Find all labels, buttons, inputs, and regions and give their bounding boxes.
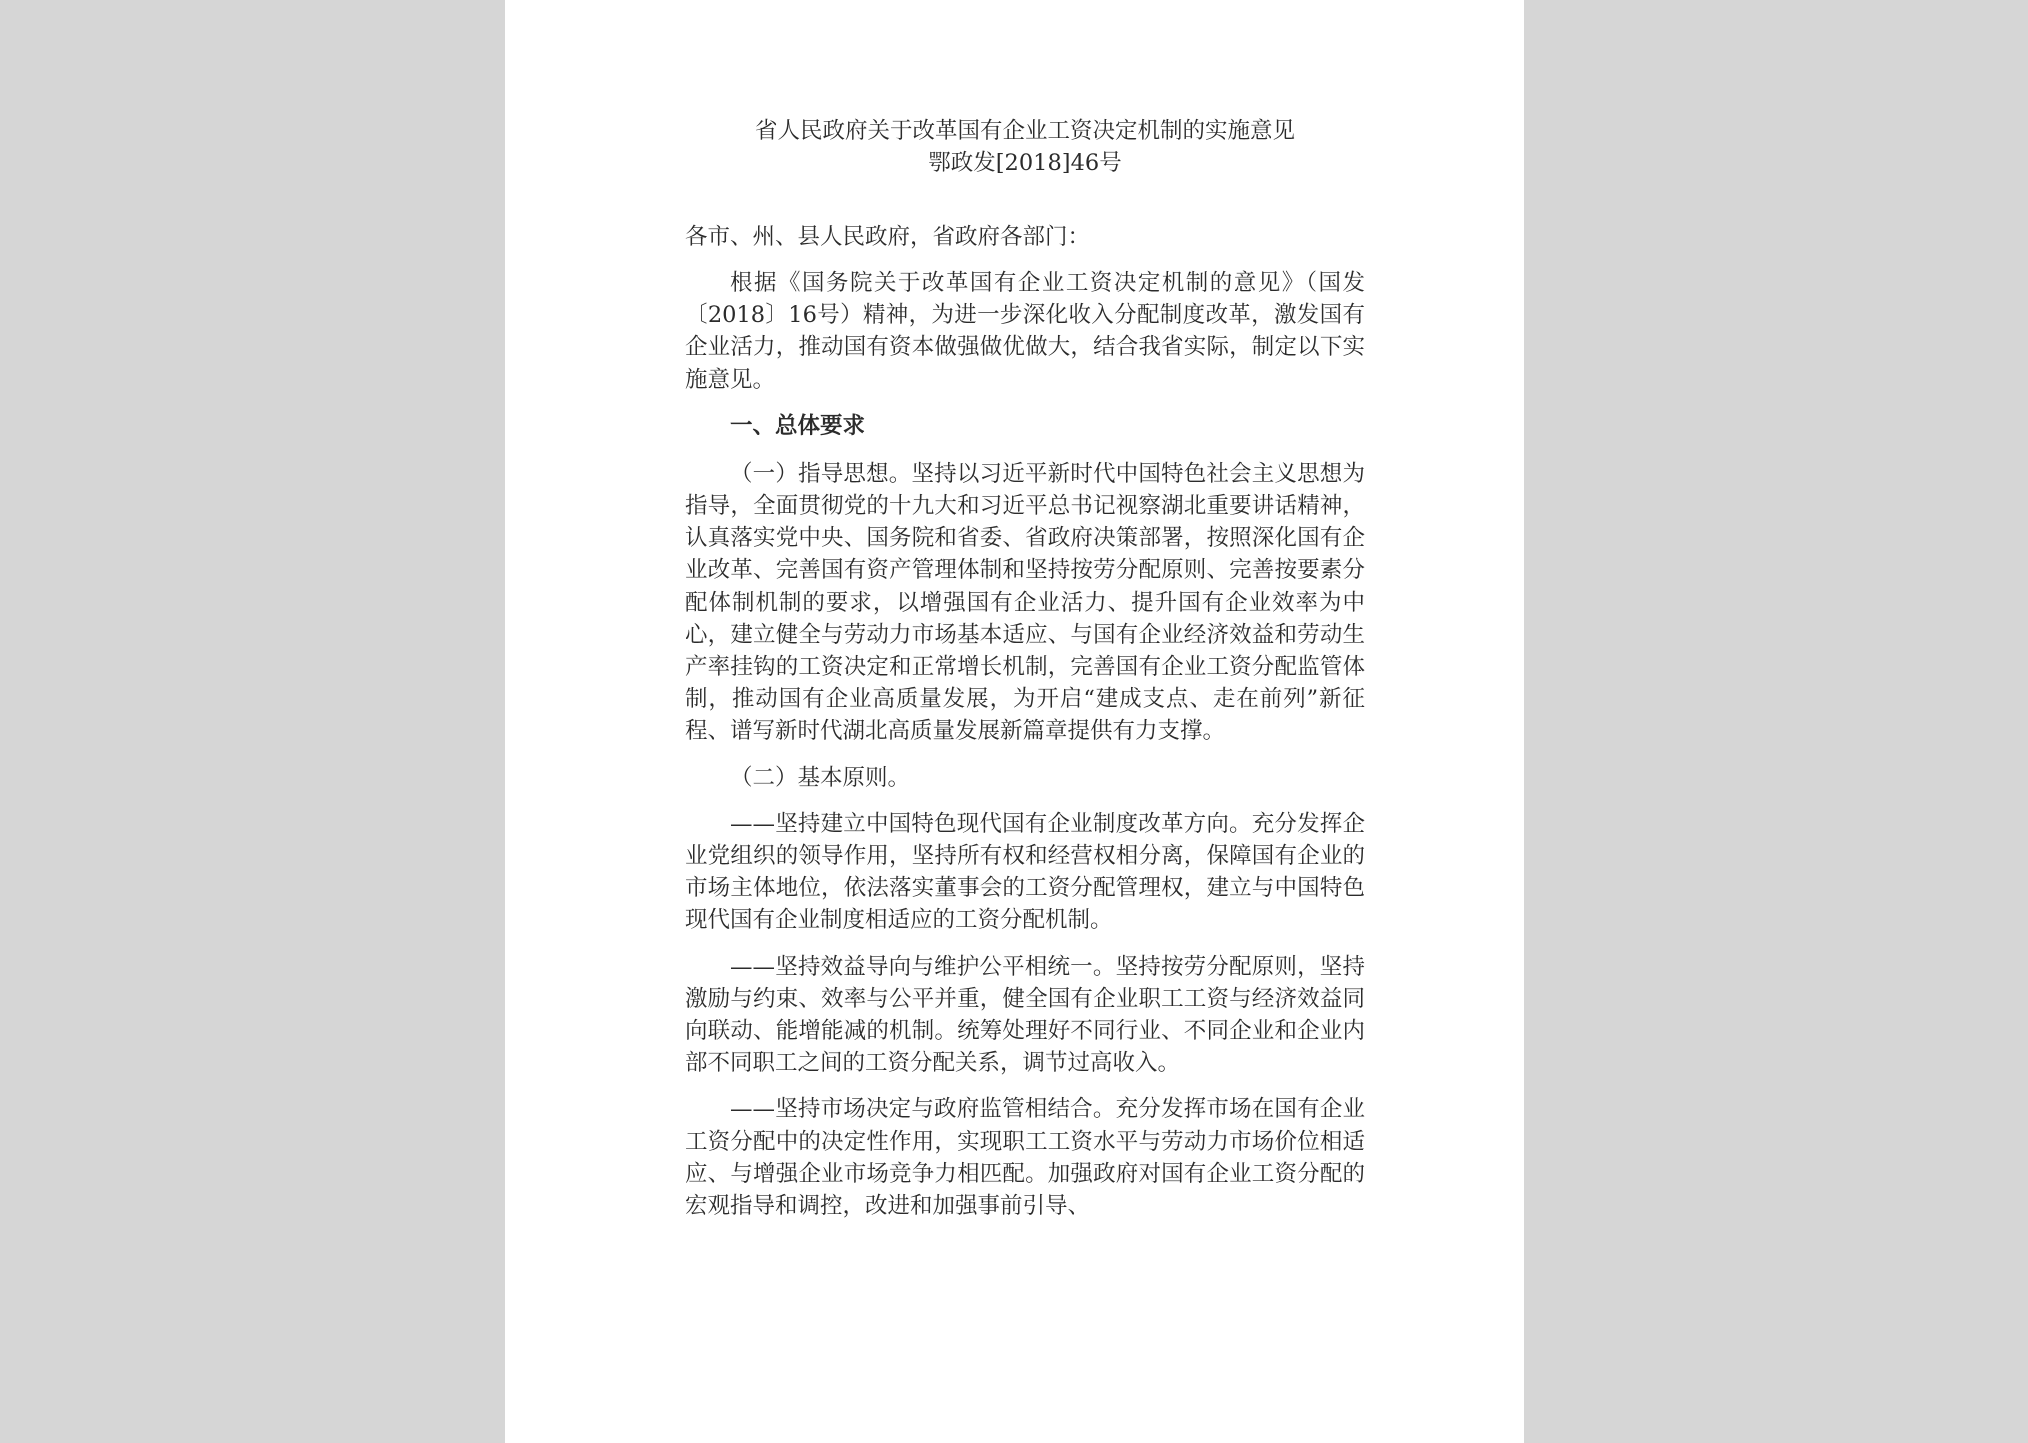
section-heading-general-requirements: 一、总体要求 <box>730 412 866 439</box>
basic-principles-heading: （二）基本原则。 <box>730 764 911 791</box>
principle-paragraph-3: ——坚持市场决定与政府监管相结合。充分发挥市场在国有企业工资分配中的决定性作用，实现职工工资水平与劳动力市场价位相适应、与增强企业市场竞争力相匹配。加强政府对国有企业工资分配的宏观指导和调控，改进和加强事前引导、 <box>685 1096 1365 1220</box>
principle-paragraph-2: ——坚持效益导向与维护公平相统一。坚持按劳分配原则，坚持激励与约束、效率与公平并重，健全国有企业职工工资与经济效益同向联动、能增能减的机制。统筹处理好不同行业、不同企业和企业内部不同职工之间的工资分配关系，调节过高收入。 <box>685 953 1365 1077</box>
document-number: 鄂政发[2018]46号 <box>928 150 1122 176</box>
guiding-thought-paragraph: （一）指导思想。坚持以习近平新时代中国特色社会主义思想为指导，全面贯彻党的十九大和习近平总书记视察湖北重要讲话精神，认真落实党中央、国务院和省委、省政府决策部署，按照深化国有企业改革、完善国有资产管理体制和坚持按劳分配原则、完善按要素分配体制机制的要求，以增强国有企业活力、提升国有企业效率为中心，建立健全与劳动力市场基本适应、与国有企业经济效益和劳动生产率挂钩的工资决定和正常增长机制，完善国有企业工资分配监管体制，推动国有企业高质量发展，为开启“建成支点、走在前列”新征程、谱写新时代湖北高质量发展新篇章提供有力支撑。 <box>685 460 1365 745</box>
addressee: 各市、州、县人民政府，省政府各部门： <box>685 224 1091 250</box>
principle-paragraph-1: ——坚持建立中国特色现代国有企业制度改革方向。充分发挥企业党组织的领导作用，坚持所有权和经营权相分离，保障国有企业的市场主体地位，依法落实董事会的工资分配管理权，建立与中国特色现代国有企业制度相适应的工资分配机制。 <box>685 810 1365 934</box>
intro-paragraph: 根据《国务院关于改革国有企业工资决定机制的意见》（国发〔2018〕16号）精神，为进一步深化收入分配制度改革，激发国有企业活力，推动国有资本做强做优做大，结合我省实际，制定以下实施意见。 <box>685 270 1365 393</box>
document-title: 省人民政府关于改革国有企业工资决定机制的实施意见 <box>754 118 1295 144</box>
page-content <box>685 115 1365 1236</box>
document-page <box>505 0 1524 1443</box>
